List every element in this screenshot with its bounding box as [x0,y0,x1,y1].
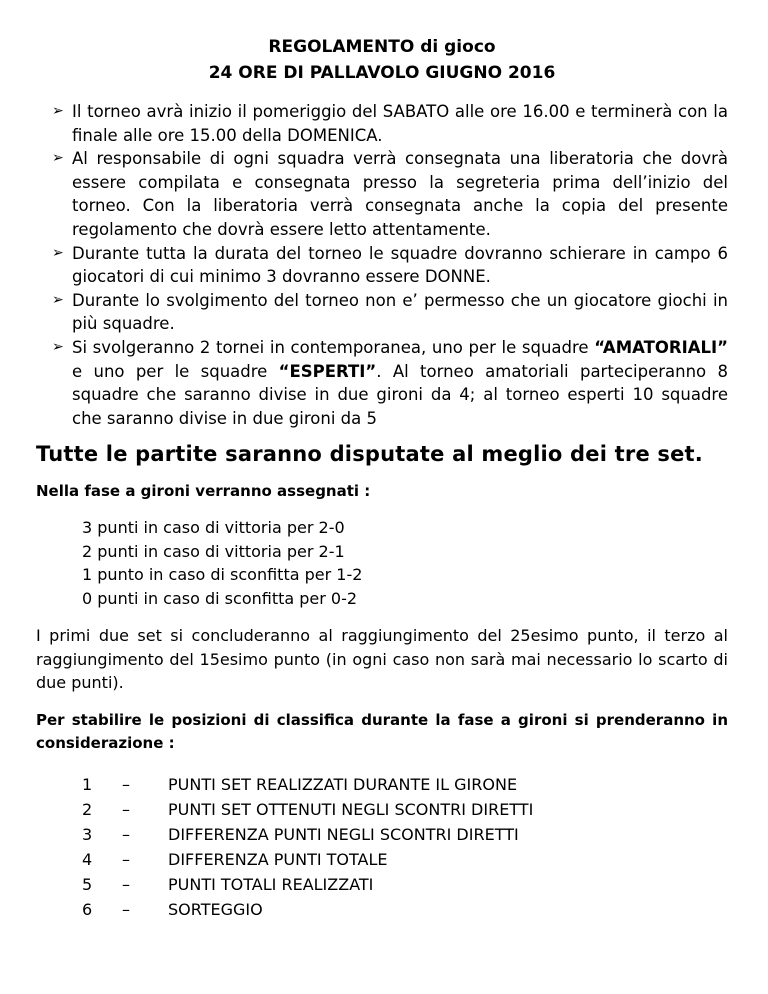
amatoriali-label: “AMATORIALI” [594,337,728,357]
rule-item: ➢ Al responsabile di ogni squadra verrà consegnata una liberatoria che dovrà essere compilata e consegnata presso la segreteria prima dell’inizio del torneo. Con la liberatoria verrà consegnata anche la copia del presente regolamento che dovrà essere letto attentamente. [52,149,728,239]
arrow-bullet-icon: ➢ [52,150,64,167]
document-title: REGOLAMENTO di gioco [268,37,496,57]
rule-item: ➢ Durante tutta la durata del torneo le squadre dovranno schierare in campo 6 giocatori di cui minimo 3 dovranno essere DONNE. [52,243,728,287]
rule-item: ➢ Il torneo avrà inizio il pomeriggio del SABATO alle ore 16.00 e terminerà con la finale alle ore 15.00 della DOMENICA. [52,102,728,145]
criteria-row: 2 – PUNTI SET OTTENUTI NEGLI SCONTRI DIRETTI [82,799,534,819]
criteria-row: 6 – SORTEGGIO [82,899,263,919]
arrow-bullet-icon: ➢ [52,338,64,355]
arrow-bullet-icon: ➢ [52,291,64,308]
arrow-bullet-icon: ➢ [52,244,64,261]
criteria-row: 1 – PUNTI SET REALIZZATI DURANTE IL GIRONE [82,774,518,794]
points-list [82,516,728,610]
rule-item: ➢ Si svolgeranno 2 tornei in contemporanea, uno per le squadre “AMATORIALI” e uno per le squadre “ESPERTI”. Al torneo amatoriali parteciperanno 8 squadre che saranno divise in due gironi da 4; al torneo esperti 10 squadre che saranno divise in due gironi da 5 [52,337,728,428]
points-item: 3 punti in caso di vittoria per 2-0 [82,518,345,538]
document-subtitle: 24 ORE DI PALLAVOLO GIUGNO 2016 [208,63,556,83]
set-rule-paragraph: I primi due set si concluderanno al raggiungimento del 25esimo punto, il terzo al raggiungimento del 15esimo punto (in ogni caso non sarà mai necessario lo scarto di due punti). [36,626,728,693]
points-item: 1 punto in caso di sconfitta per 1-2 [82,565,363,585]
criteria-row: 5 – PUNTI TOTALI REALIZZATI [82,874,374,894]
criteria-row: 4 – DIFFERENZA PUNTI TOTALE [82,849,388,869]
group-phase-heading: Nella fase a gironi verranno assegnati : [36,482,371,501]
criteria-row: 3 – DIFFERENZA PUNTI NEGLI SCONTRI DIRETTI [82,824,519,844]
sets-statement: Tutte le partite saranno disputate al meglio dei tre set. [36,442,703,467]
ranking-heading: Per stabilire le posizioni di classifica durante la fase a gironi si prenderanno in considerazione : [36,710,728,753]
criteria-table [82,772,533,922]
points-item: 0 punti in caso di sconfitta per 0-2 [82,588,358,608]
points-item: 2 punti in caso di vittoria per 2-1 [82,541,345,561]
esperti-label: “ESPERTI” [278,361,377,381]
arrow-bullet-icon: ➢ [52,103,64,119]
rules-list [36,100,728,430]
rule-item: ➢ Durante lo svolgimento del torneo non e’ permesso che un giocatore giochi in più squadre. [52,290,728,334]
